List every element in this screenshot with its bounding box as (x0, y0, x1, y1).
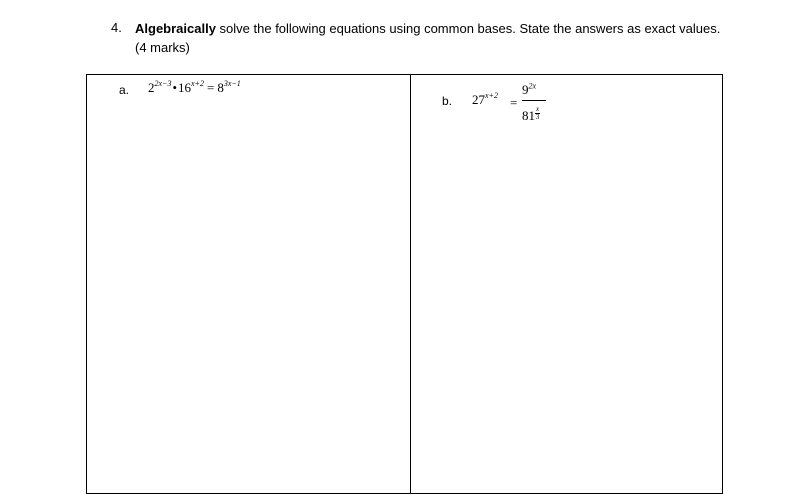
part-b-den-base: 81 (522, 108, 535, 123)
question-number: 4. (111, 20, 122, 35)
part-a-dot: • (172, 80, 178, 95)
question-text (135, 19, 725, 57)
part-b-fraction-bar (522, 100, 546, 101)
part-a-equals: = (206, 80, 215, 95)
part-a-base2: 16 (178, 80, 192, 95)
part-a-exp1: 2x−3 (154, 78, 172, 88)
part-a-exp3: 3x−1 (223, 78, 241, 88)
answer-table (86, 74, 723, 494)
part-a-base3: 8 (217, 80, 224, 95)
answer-table-divider (410, 74, 411, 494)
part-b-lhs (472, 92, 498, 108)
part-b-den-exp-den: 3 (535, 113, 540, 121)
part-a-label: a. (119, 83, 130, 97)
part-b-den-exp-num: x (535, 105, 540, 113)
part-b-lhs-base: 27 (472, 92, 485, 107)
part-b-num-exp: 2x (528, 81, 537, 91)
part-b-lhs-exp: x+2 (485, 90, 498, 100)
part-b-label: b. (442, 94, 453, 108)
part-b-den-exp (535, 106, 540, 121)
question-bold-lead: Algebraically (135, 21, 216, 36)
question-text-rest: solve the following equations using common bases. State the answers as exact values. (4 marks) (135, 21, 721, 55)
part-b-numerator (522, 82, 536, 98)
part-a-base1: 2 (148, 80, 155, 95)
part-b-denominator (522, 105, 540, 124)
part-b-num-base: 9 (522, 82, 529, 97)
part-a-equation (148, 80, 241, 96)
part-a-exp2: x+2 (191, 78, 204, 88)
part-b-equals: = (510, 95, 518, 110)
